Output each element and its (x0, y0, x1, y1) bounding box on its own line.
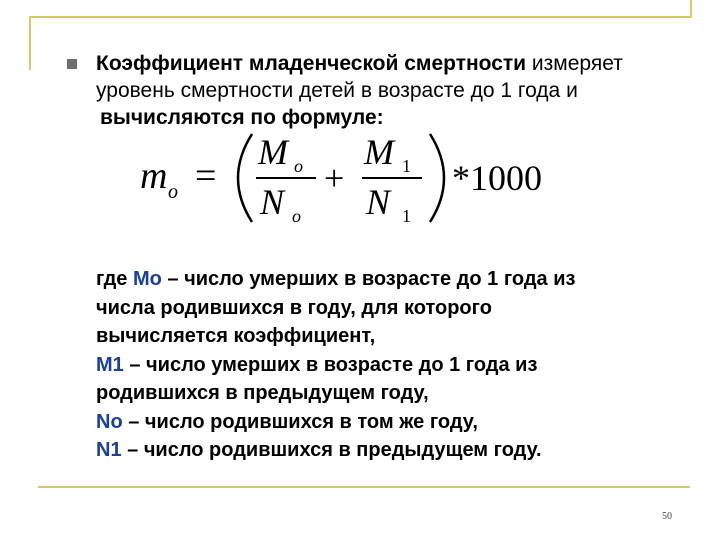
intro-term: Коэффициент младенческой смертности (96, 52, 527, 75)
def-text: родившихся в предыдущем году, (96, 382, 429, 404)
definition-line (96, 436, 696, 465)
intro-line2: уровень смертности детей в возрасте до 1 года и (96, 79, 578, 102)
def-text: числа родившихся в году, для которого (96, 296, 492, 319)
bottom-rule (38, 486, 690, 488)
def-symbol-n1: N1 (96, 439, 122, 461)
def-symbol-m1: M1 (96, 353, 124, 376)
right-paren (430, 134, 444, 222)
bullet-square-icon (67, 59, 77, 69)
def-symbol-mo: Mo (132, 268, 162, 290)
def-text: – число умерших в возрасте до 1 года из (161, 268, 576, 290)
page-number: 50 (662, 511, 672, 522)
formula-den1: N (260, 182, 285, 222)
intro-paragraph (96, 50, 711, 131)
formula-num2-sub: 1 (402, 156, 411, 176)
def-prefix: где (96, 268, 133, 290)
left-rule (29, 16, 31, 70)
def-symbol-no: No (96, 410, 123, 433)
formula-num1-sub: o (294, 156, 303, 176)
formula-equals: = (195, 155, 217, 197)
definition-line (96, 294, 696, 323)
infant-mortality-formula (140, 128, 580, 228)
formula-tail: *1000 (452, 158, 542, 198)
definition-line (96, 351, 696, 380)
definition-line (96, 379, 696, 408)
def-text: – число родившихся в предыдущем году. (121, 439, 542, 461)
formula-num2: M (364, 132, 394, 172)
def-text: – число умерших в возрасте до 1 года из (123, 353, 538, 376)
formula-num1: M (258, 132, 288, 172)
formula-den1-sub: o (292, 206, 301, 226)
intro-line1-rest: измеряет (526, 52, 623, 75)
formula-plus: + (324, 158, 345, 198)
def-text: вычисляется коэффициент, (96, 325, 376, 347)
definition-line (96, 322, 696, 351)
definition-line (96, 408, 696, 437)
intro-line3: вычисляются по формуле: (100, 106, 384, 129)
formula-lhs: m (140, 155, 168, 197)
definitions-block (96, 265, 696, 465)
top-rule (30, 16, 692, 18)
formula-lhs-sub: o (168, 181, 178, 203)
formula-den2-sub: 1 (402, 206, 411, 226)
formula-den2: N (366, 182, 391, 222)
definition-line (96, 265, 696, 294)
left-paren (238, 134, 252, 222)
right-rule (690, 0, 692, 18)
def-text: – число родившихся в том же году, (122, 410, 478, 433)
